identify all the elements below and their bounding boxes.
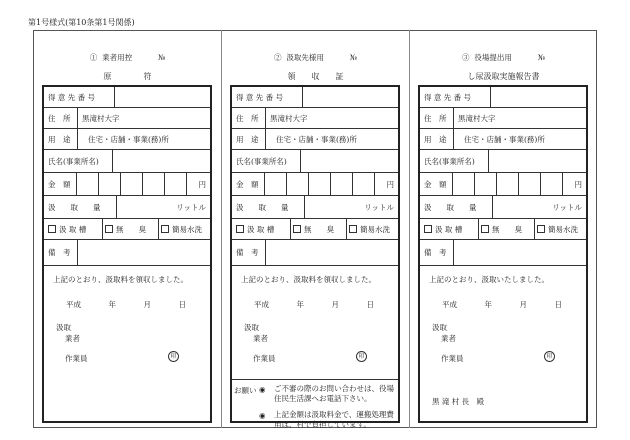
volume-row: 汲 取 量 リットル	[420, 196, 586, 219]
collector-label: 汲取	[56, 323, 71, 332]
name-row: 氏名(事業所名)	[232, 150, 398, 173]
usage-row: 用 途 住宅・店舗・事業(務)所	[232, 129, 398, 150]
checkbox[interactable]	[48, 225, 56, 233]
usage-row: 用 途 住宅・店舗・事業(務)所	[44, 129, 210, 150]
worker-label: 作業員	[65, 354, 88, 363]
remarks-row: 備 考	[420, 240, 586, 266]
column-subtitle: 領 収 証	[287, 72, 344, 81]
remarks-row: 備 考	[232, 240, 398, 266]
customer-number-row: 得 意 先 番 号	[420, 87, 586, 108]
collector-label: 汲取	[244, 323, 259, 332]
closing-statement: 上記のとおり、汲取いたしました。	[429, 275, 549, 284]
amount-row: 金 額 円	[44, 173, 210, 196]
volume-row: 汲 取 量 リットル	[232, 196, 398, 219]
checkbox[interactable]	[424, 225, 432, 233]
form-number-note: 第1号様式(第10条第1号関係)	[28, 18, 135, 27]
collector-label: 業者	[253, 334, 268, 343]
bullet-icon: ◉	[259, 411, 266, 420]
column-title: ② 汲取先様用 №	[274, 53, 357, 62]
seal-icon: 印	[356, 351, 367, 362]
checkbox[interactable]	[537, 225, 545, 233]
address-row: 住 所 黒滝村大字	[44, 108, 210, 129]
collector-label: 業者	[65, 334, 80, 343]
collector-label: 業者	[441, 334, 456, 343]
date-line: 平成 年 月 日	[254, 300, 374, 309]
request-note-1: ご不審の際のお問い合わせは、役場住民生活課へお電話下さい。	[274, 384, 394, 403]
closing-statement: 上記のとおり、汲取料を領収しました。	[241, 275, 376, 284]
remarks-row: 備 考	[44, 240, 210, 266]
form-table	[230, 85, 400, 429]
closing-statement: 上記のとおり、汲取料を領収しました。	[53, 275, 188, 284]
worker-label: 作業員	[441, 354, 464, 363]
addressee: 黒 滝 村 長 殿	[432, 397, 485, 406]
request-note-2: 上記金額は汲取料金で、運搬処理費用は、村で負担しています。	[274, 410, 394, 429]
worker-label: 作業員	[253, 354, 276, 363]
amount-row: 金 額 円	[420, 173, 586, 196]
checkbox[interactable]	[161, 225, 169, 233]
form-column	[222, 30, 409, 428]
type-row: 汲 取 槽 無 臭 簡易水洗	[44, 219, 210, 240]
collector-label: 汲取	[432, 323, 447, 332]
type-row: 汲 取 槽 無 臭 簡易水洗	[420, 219, 586, 240]
checkbox[interactable]	[481, 225, 489, 233]
form-column	[34, 30, 221, 428]
date-line: 平成 年 月 日	[66, 300, 186, 309]
seal-icon: 印	[544, 351, 555, 362]
form-column	[410, 30, 597, 428]
checkbox[interactable]	[236, 225, 244, 233]
checkbox[interactable]	[105, 225, 113, 233]
column-subtitle: し尿汲取実施報告書	[467, 72, 540, 81]
form-table	[42, 85, 212, 423]
column-subtitle: 原 符	[103, 72, 152, 81]
address-row: 住 所 黒滝村大字	[420, 108, 586, 129]
request-label: お願い	[234, 386, 257, 395]
seal-icon: 印	[168, 351, 179, 362]
column-title: ③ 役場提出用 №	[462, 53, 545, 62]
usage-row: 用 途 住宅・店舗・事業(務)所	[420, 129, 586, 150]
volume-row: 汲 取 量 リットル	[44, 196, 210, 219]
amount-row: 金 額 円	[232, 173, 398, 196]
name-row: 氏名(事業所名)	[44, 150, 210, 173]
checkbox[interactable]	[293, 225, 301, 233]
date-line: 平成 年 月 日	[442, 300, 562, 309]
name-row: 氏名(事業所名)	[420, 150, 586, 173]
address-row: 住 所 黒滝村大字	[232, 108, 398, 129]
type-row: 汲 取 槽 無 臭 簡易水洗	[232, 219, 398, 240]
checkbox[interactable]	[349, 225, 357, 233]
column-title: ① 業者用控 №	[89, 53, 166, 62]
customer-number-row: 得 意 先 番 号	[44, 87, 210, 108]
bullet-icon: ◉	[259, 385, 266, 394]
form-table	[418, 85, 588, 423]
customer-number-row: 得 意 先 番 号	[232, 87, 398, 108]
